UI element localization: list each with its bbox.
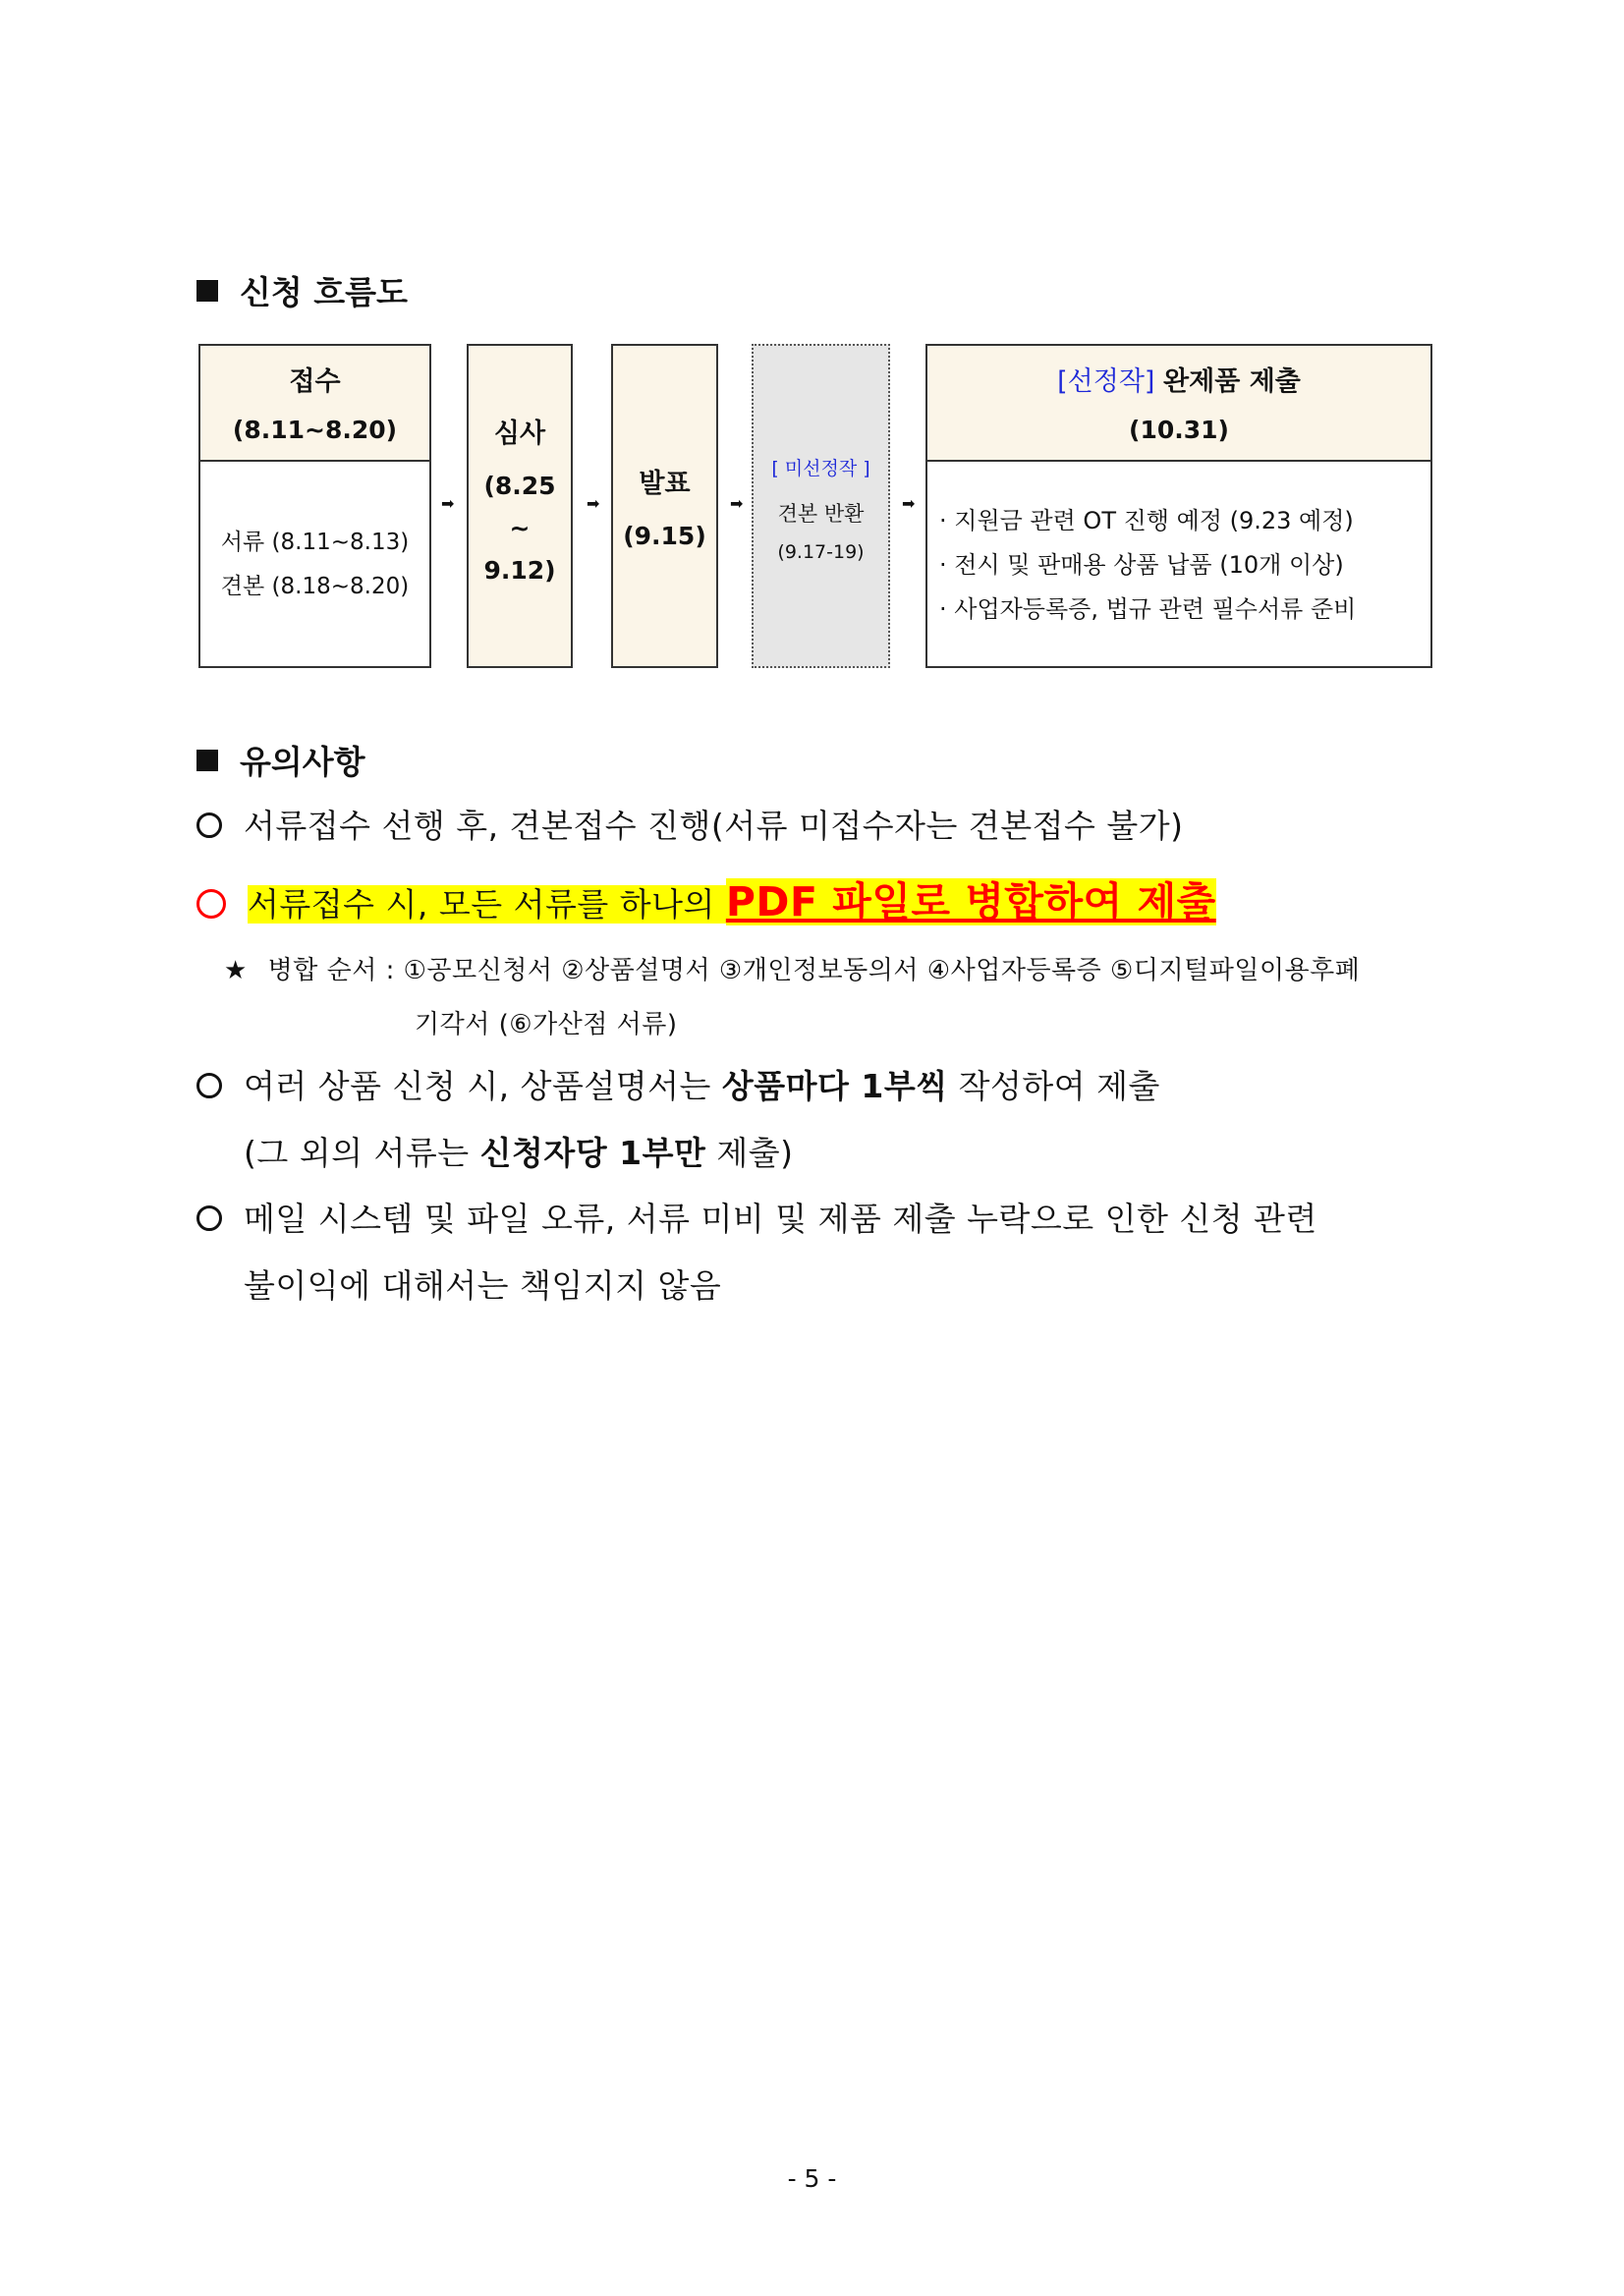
arrow-icon: ➡ [587, 494, 600, 513]
circle-bullet-icon [196, 1073, 222, 1098]
reception-body [200, 462, 429, 609]
note-3-text: 여러 상품 신청 시, 상품설명서는 [244, 1067, 722, 1105]
final-tag: [선정작] [1057, 366, 1155, 397]
red-circle-bullet-icon [196, 889, 226, 919]
reception-period: (8.11~8.20) [232, 416, 398, 444]
arrow-icon: ➡ [902, 494, 916, 513]
note-3-sub-text: (그 외의 서류는 [244, 1134, 480, 1172]
note-4 [196, 1194, 1317, 1240]
merge-order-line-1: 병합 순서 : ①공모신청서 ②상품설명서 ③개인정보동의서 ④사업자등록증 ⑤디지털파일이용후폐 [267, 956, 1361, 985]
note-1 [196, 801, 1184, 847]
final-date: (10.31) [1129, 416, 1229, 444]
reception-samples: 견본 (8.18~8.20) [220, 574, 410, 599]
note-3-tail: 작성하여 제출 [947, 1067, 1160, 1105]
review-title: 심사 [493, 419, 546, 449]
final-title: 완제품 제출 [1163, 366, 1301, 397]
square-bullet-icon [196, 750, 218, 771]
note-1-text: 서류접수 선행 후, 견본접수 진행(서류 미접수자는 견본접수 불가) [244, 807, 1184, 845]
final-item: · 지원금 관련 OT 진행 예정 (9.23 예정) [939, 507, 1354, 534]
circle-bullet-icon [196, 812, 222, 838]
review-start: (8.25 [483, 472, 556, 500]
note-3-sub [244, 1128, 793, 1174]
note-2-emphasis: PDF 파일로 병합하여 제출 [725, 878, 1216, 925]
reception-box [198, 344, 431, 668]
return-box [752, 344, 890, 668]
section-title-flow [196, 267, 408, 313]
return-date: (9.17-19) [777, 541, 865, 563]
announce-title: 발표 [639, 469, 691, 499]
notes-title-text: 유의사항 [240, 743, 365, 781]
note-2-text: 서류접수 시, 모든 서류를 하나의 [248, 885, 726, 924]
square-bullet-icon [196, 280, 218, 302]
note-3-sub-emphasis: 신청자당 1부만 [479, 1134, 706, 1172]
review-end: 9.12) [483, 556, 556, 585]
announce-box [611, 344, 718, 668]
note-3-emphasis: 상품마다 1부씩 [721, 1067, 948, 1105]
reception-header [200, 346, 429, 462]
review-tilde: ~ [509, 514, 531, 542]
section-title-notes [196, 737, 365, 783]
note-3 [196, 1061, 1160, 1107]
final-header [927, 346, 1430, 462]
final-list [927, 462, 1430, 632]
arrow-icon: ➡ [441, 494, 455, 513]
merge-order [224, 950, 1360, 986]
arrow-icon: ➡ [730, 494, 744, 513]
final-title-line [927, 360, 1430, 398]
merge-order-line-2: 기각서 (⑥가산점 서류) [415, 1010, 678, 1039]
final-box [925, 344, 1432, 668]
announce-date: (9.15) [623, 522, 706, 550]
reception-docs: 서류 (8.11~8.13) [220, 530, 410, 555]
return-tag: [ 미선정작 ] [771, 458, 870, 479]
reception-title: 접수 [289, 366, 341, 397]
final-item: · 전시 및 판매용 상품 납품 (10개 이상) [939, 551, 1344, 579]
note-4-line-1: 메일 시스템 및 파일 오류, 서류 미비 및 제품 제출 누락으로 인한 신청 관련 [244, 1200, 1317, 1238]
page-number: - 5 - [787, 2164, 837, 2193]
note-4-line-2: 불이익에 대해서는 책임지지 않음 [244, 1266, 722, 1305]
note-3-sub-tail: 제출) [705, 1134, 794, 1172]
final-item: · 사업자등록증, 법규 관련 필수서류 준비 [939, 595, 1357, 623]
note-2 [196, 869, 1216, 927]
star-icon: ★ [224, 956, 248, 985]
circle-bullet-icon [196, 1205, 222, 1231]
return-title: 견본 반환 [777, 502, 865, 526]
flow-title-text: 신청 흐름도 [240, 273, 408, 311]
review-box [467, 344, 573, 668]
